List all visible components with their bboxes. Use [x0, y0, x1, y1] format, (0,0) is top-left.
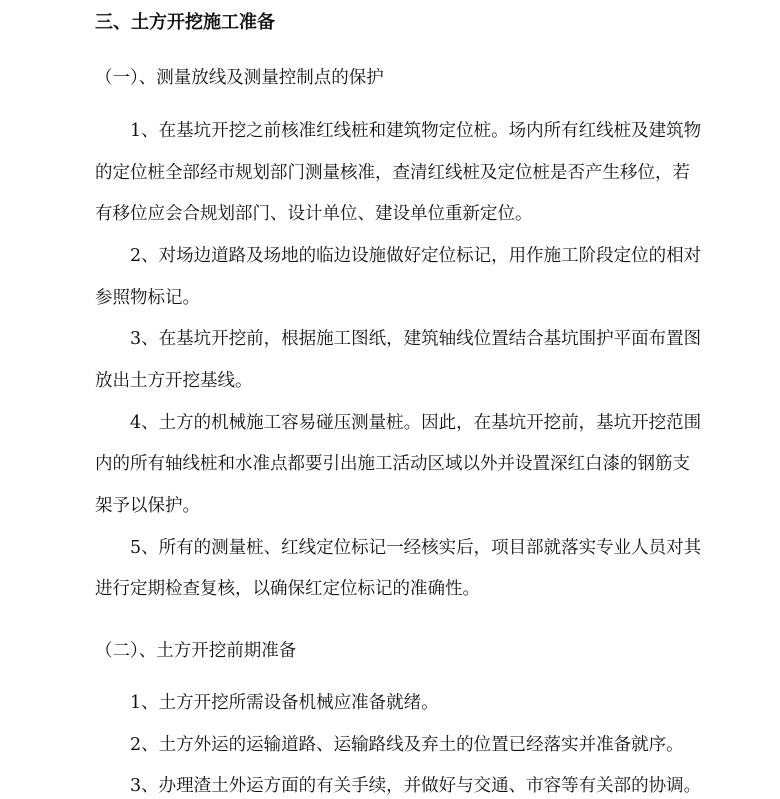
paragraph-line: 放出土方开挖基线。: [95, 371, 253, 391]
paragraph-line: 4、土方的机械施工容易碰压测量桩。因此，在基坑开挖前，基坑开挖范围: [130, 413, 702, 433]
paragraph-line: 5、所有的测量桩、红线定位标记一经核实后，项目部就落实专业人员对其: [130, 538, 702, 558]
subsection-2-title: （二）、土方开挖前期准备: [95, 641, 297, 661]
paragraph-line: 2、对场边道路及场地的临边设施做好定位标记，用作施工阶段定位的相对: [130, 246, 702, 266]
paragraph-line: 内的所有轴线桩和水准点都要引出施工活动区域以外并设置深红白漆的钢筋支: [95, 454, 690, 474]
list-item: 3、办理渣土外运方面的有关手续，并做好与交通、市容等有关部的协调。: [130, 776, 702, 796]
subsection-1-title: （一）、测量放线及测量控制点的保护: [95, 68, 384, 88]
paragraph-line: 有移位应会合规划部门、设计单位、建设单位重新定位。: [95, 204, 533, 224]
paragraph-line: 的定位桩全部经市规划部门测量核准，查清红线桩及定位桩是否产生移位，若: [95, 163, 690, 183]
list-item: 1、土方开挖所需设备机械应准备就绪。: [130, 693, 439, 713]
paragraph-line: 参照物标记。: [95, 288, 200, 308]
paragraph-line: 架予以保护。: [95, 496, 200, 516]
list-item: 2、土方外运的运输道路、运输路线及弃土的位置已经落实并准备就序。: [130, 735, 684, 755]
section-title: 三、土方开挖施工准备: [95, 12, 275, 33]
paragraph-line: 1、在基坑开挖之前核准红线桩和建筑物定位桩。场内所有红线桩及建筑物: [130, 121, 702, 141]
paragraph-line: 进行定期检查复核，以确保红定位标记的准确性。: [95, 579, 480, 599]
paragraph-line: 3、在基坑开挖前，根据施工图纸，建筑轴线位置结合基坑围护平面布置图: [130, 329, 702, 349]
